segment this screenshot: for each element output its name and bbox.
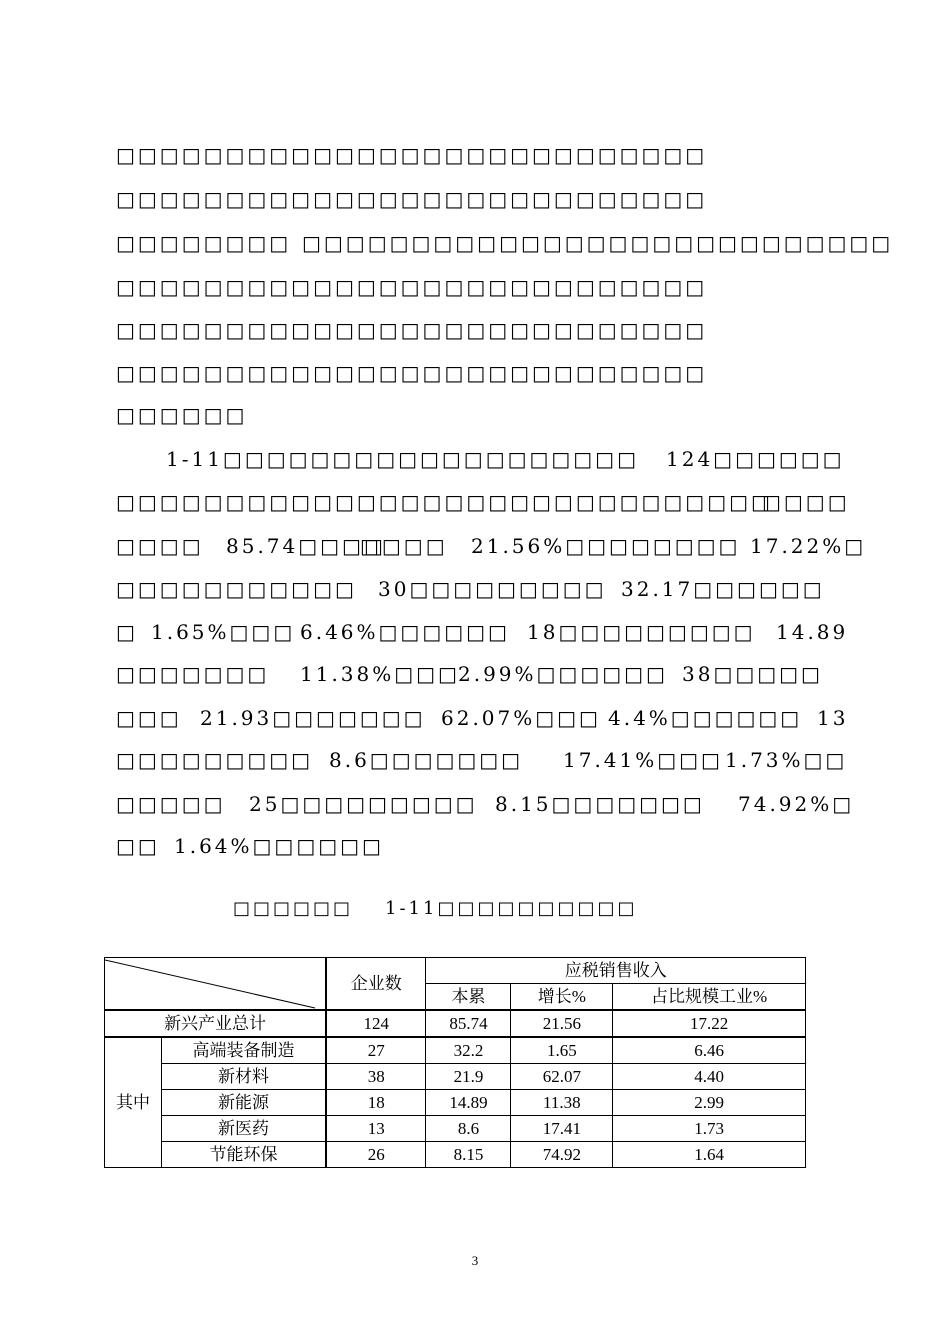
row-enterprises: 27	[326, 1037, 426, 1064]
header-enterprises: 企业数	[326, 958, 426, 1011]
table-row	[105, 1064, 806, 1090]
para2-line5b: 1.65%□□□	[151, 620, 296, 644]
para2-line2b: □□□□	[762, 490, 850, 514]
table-header-row-1	[105, 958, 806, 984]
row-cumulative: 14.89	[426, 1090, 511, 1116]
para2-line7c: 62.07%□□□	[441, 706, 601, 730]
row-enterprises: 26	[326, 1142, 426, 1168]
para2-line4c: 32.17□□□□□□	[621, 577, 825, 601]
total-share: 17.22	[613, 1010, 806, 1037]
total-cumulative: 85.74	[426, 1010, 511, 1037]
body-line-7: □□□□□□	[116, 403, 248, 427]
para2-line8a: □□□□□□□□□	[116, 748, 314, 772]
para2-line4a: □□□□□□□□□□□	[116, 577, 357, 601]
row-label: 高端装备制造	[161, 1037, 326, 1064]
para2-line1b: 124□□□□□□	[666, 447, 845, 471]
row-cumulative: 21.9	[426, 1064, 511, 1090]
row-share: 1.64	[613, 1142, 806, 1168]
header-growth: 增长%	[511, 984, 613, 1011]
para2-line10b: 1.64%□□□□□□	[174, 834, 384, 858]
para2-line5e: 14.89	[776, 620, 849, 644]
table-caption-right: 1-11□□□□□□□□□□	[385, 898, 638, 919]
table-row	[105, 1037, 806, 1064]
row-label: 节能环保	[161, 1142, 326, 1168]
row-enterprises: 13	[326, 1116, 426, 1142]
diagonal-header-cell	[105, 958, 327, 1011]
total-enterprises: 124	[326, 1010, 426, 1037]
body-line-2: □□□□□□□□□□□□□□□□□□□□□□□□□□□	[116, 187, 708, 211]
para2-line7e: 13	[817, 706, 849, 730]
para2-line4b: 30□□□□□□□□□	[378, 577, 607, 601]
body-line-3b: □□□□□□□□□□□□□□□□□□□□□□□□□□□	[302, 231, 894, 255]
row-share: 6.46	[613, 1037, 806, 1064]
row-enterprises: 18	[326, 1090, 426, 1116]
para2-line7a: □□□	[116, 706, 182, 730]
body-line-6: □□□□□□□□□□□□□□□□□□□□□□□□□□□	[116, 361, 708, 385]
page-number: 3	[471, 1253, 479, 1268]
row-growth: 74.92	[511, 1142, 613, 1168]
para2-line6a: □□□□□□□	[116, 662, 270, 686]
para2-line3b: 85.74□□□□	[226, 534, 386, 558]
para2-line8c: 17.41%□□□	[563, 748, 723, 772]
row-growth: 1.65	[511, 1037, 613, 1064]
para2-line8b: 8.6□□□□□□□	[329, 748, 524, 772]
para2-line5c: 6.46%□□□□□□	[300, 620, 510, 644]
table-caption-left: □□□□□□	[233, 898, 354, 919]
row-label: 新材料	[161, 1064, 326, 1090]
row-cumulative: 8.15	[426, 1142, 511, 1168]
para2-line7d: 4.4%□□□□□□	[608, 706, 803, 730]
para2-line3c: □□□□	[360, 534, 448, 558]
para2-line8d: 1.73%□□	[725, 748, 848, 772]
table-row	[105, 1116, 806, 1142]
body-line-5: □□□□□□□□□□□□□□□□□□□□□□□□□□□	[116, 318, 708, 342]
table-row-total	[105, 1010, 806, 1037]
para2-line1a: 1-11□□□□□□□□□□□□□□□□□□□	[166, 447, 639, 471]
para2-line6d: 38□□□□□	[682, 662, 823, 686]
para2-line10a: □□	[116, 834, 160, 858]
para2-line9d: 74.92%□	[738, 792, 855, 816]
para2-line9b: 25□□□□□□□□□	[249, 792, 478, 816]
row-growth: 62.07	[511, 1064, 613, 1090]
row-cumulative: 32.2	[426, 1037, 511, 1064]
para2-line3a: □□□□	[116, 534, 204, 558]
table-row	[105, 1090, 806, 1116]
para2-line6b: 11.38%□□□	[300, 662, 460, 686]
industry-table	[104, 957, 806, 1168]
table-row	[105, 1142, 806, 1168]
para2-line9c: 8.15□□□□□□□	[495, 792, 705, 816]
row-label: 新医药	[161, 1116, 326, 1142]
row-growth: 17.41	[511, 1116, 613, 1142]
para2-line2a: □□□□□□□□□□□□□□□□□□□□□□□□□□□□□□	[116, 490, 773, 514]
para2-line7b: 21.93□□□□□□□	[200, 706, 426, 730]
body-line-3a: □□□□□□□□	[116, 231, 292, 255]
para2-line6c: 2.99%□□□□□□	[458, 662, 668, 686]
row-share: 4.40	[613, 1064, 806, 1090]
total-label: 新兴产业总计	[105, 1010, 327, 1037]
row-enterprises: 38	[326, 1064, 426, 1090]
para2-line3e: 17.22%□	[750, 534, 867, 558]
header-sales-group: 应税销售收入	[426, 958, 806, 984]
total-growth: 21.56	[511, 1010, 613, 1037]
body-line-4: □□□□□□□□□□□□□□□□□□□□□□□□□□□	[116, 275, 708, 299]
header-cumulative: 本累	[426, 984, 511, 1011]
row-cumulative: 8.6	[426, 1116, 511, 1142]
row-growth: 11.38	[511, 1090, 613, 1116]
para2-line9a: □□□□□	[116, 792, 226, 816]
group-label: 其中	[105, 1037, 162, 1168]
para2-line5d: 18□□□□□□□□□	[527, 620, 756, 644]
para2-line5a: □	[116, 620, 138, 644]
body-line-1: □□□□□□□□□□□□□□□□□□□□□□□□□□□	[116, 143, 708, 167]
row-share: 2.99	[613, 1090, 806, 1116]
diagonal-line	[105, 958, 327, 1012]
row-label: 新能源	[161, 1090, 326, 1116]
row-share: 1.73	[613, 1116, 806, 1142]
header-share: 占比规模工业%	[613, 984, 806, 1011]
para2-line3d: 21.56%□□□□□□□□	[471, 534, 741, 558]
